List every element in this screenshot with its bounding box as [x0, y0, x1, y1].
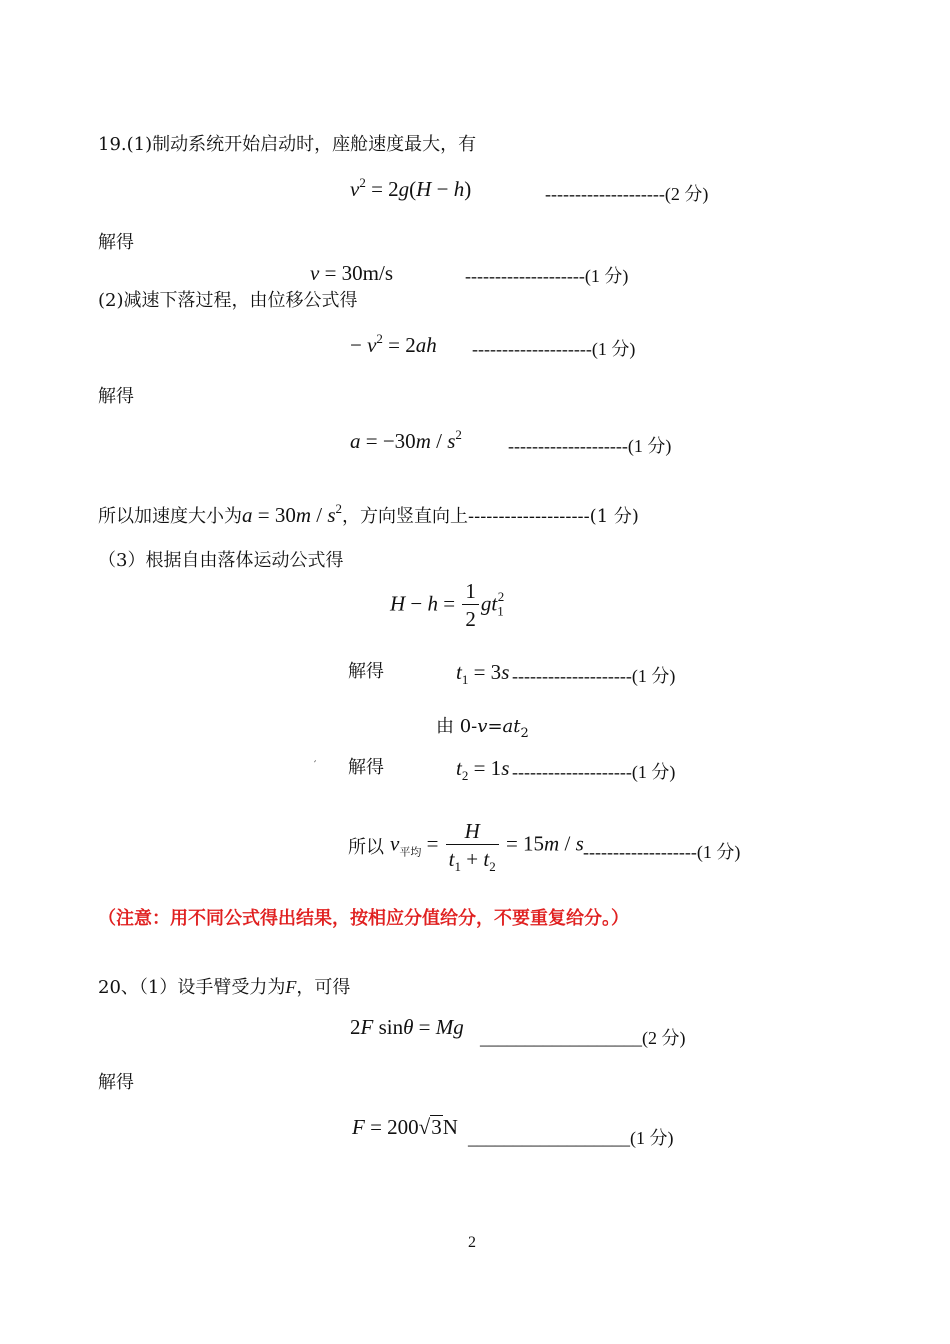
jiede-label: 解得 — [348, 661, 384, 682]
score-t1: --------------------(1 分) — [512, 666, 676, 686]
accel-line — [98, 502, 639, 528]
equation-force-value: F = 200√3N — [352, 1115, 458, 1139]
q19-part2: (2)减速下落过程，由位移公式得 — [98, 290, 358, 311]
q20-heading-suffix: ，可得 — [296, 977, 351, 998]
score-eq3: --------------------(1 分) — [472, 339, 636, 359]
equation-force-balance: 2F sinθ = Mg — [350, 1015, 464, 1039]
accel-suffix: ，方向竖直向上--------------------(1 分) — [342, 506, 639, 527]
jiede-label: 解得 — [98, 386, 134, 407]
equation-decel-line: 由 $0-v=at_2$ — [436, 716, 529, 741]
score-q20-eq2: __________________(1 分) — [468, 1128, 674, 1148]
equation-a-value: $a = -30m / s^2$ — [350, 427, 462, 453]
jiede-label: 解得 — [98, 1072, 134, 1093]
score-t2: --------------------(1 分) — [512, 762, 676, 782]
q19-heading: 19.(1)制动系统开始启动时，座舱速度最大，有 — [98, 134, 477, 155]
q19-part3: （3）根据自由落体运动公式得 — [98, 550, 344, 571]
score-q20-eq1: __________________(2 分) — [480, 1028, 686, 1048]
stray-mark: ′ — [314, 760, 317, 771]
score-eq1: --------------------(2 分) — [545, 184, 709, 204]
page-number: 2 — [468, 1234, 476, 1251]
equation-v-average: $v_{平均}$ = $\frac{H}{t_1 + t_2}$ = 15m / s — [390, 819, 584, 874]
equation-a-magnitude: $a = 30m / s^2$ — [242, 501, 343, 527]
grading-note: （注意：用不同公式得出结果，按相应分值给分，不要重复给分。） — [98, 908, 629, 929]
equation-v-value: v = 30m/s — [310, 261, 394, 285]
equation-free-fall: H − h = $\frac{1}{2}$ $gt_1^2$ — [390, 579, 505, 631]
score-vavg: -------------------(1 分) — [583, 842, 741, 862]
jiede-label: 解得 — [348, 757, 384, 778]
q20-heading-prefix: 20、（1）设手臂受力为 — [98, 977, 286, 998]
suoyi-label: 所以 — [348, 837, 384, 858]
accel-prefix: 所以加速度大小为 — [98, 506, 242, 527]
score-eq2: --------------------(1 分) — [465, 266, 629, 286]
equation-displacement: − $v^2 = 2ah$ — [350, 331, 437, 357]
you-label: 由 0- — [436, 716, 478, 737]
q20-heading — [98, 976, 350, 999]
equation-t1: $t_1 = 3s$ — [456, 660, 510, 687]
equation-t2: $t_2 = 1s$ — [456, 756, 510, 783]
equation-v-squared: $v^2 = 2g(H - h)$ — [350, 175, 472, 201]
q20-heading-var: F — [285, 977, 297, 997]
jiede-label: 解得 — [98, 232, 134, 253]
v-avg-subscript: 平均 — [399, 845, 422, 859]
score-eq4: --------------------(1 分) — [508, 436, 672, 456]
